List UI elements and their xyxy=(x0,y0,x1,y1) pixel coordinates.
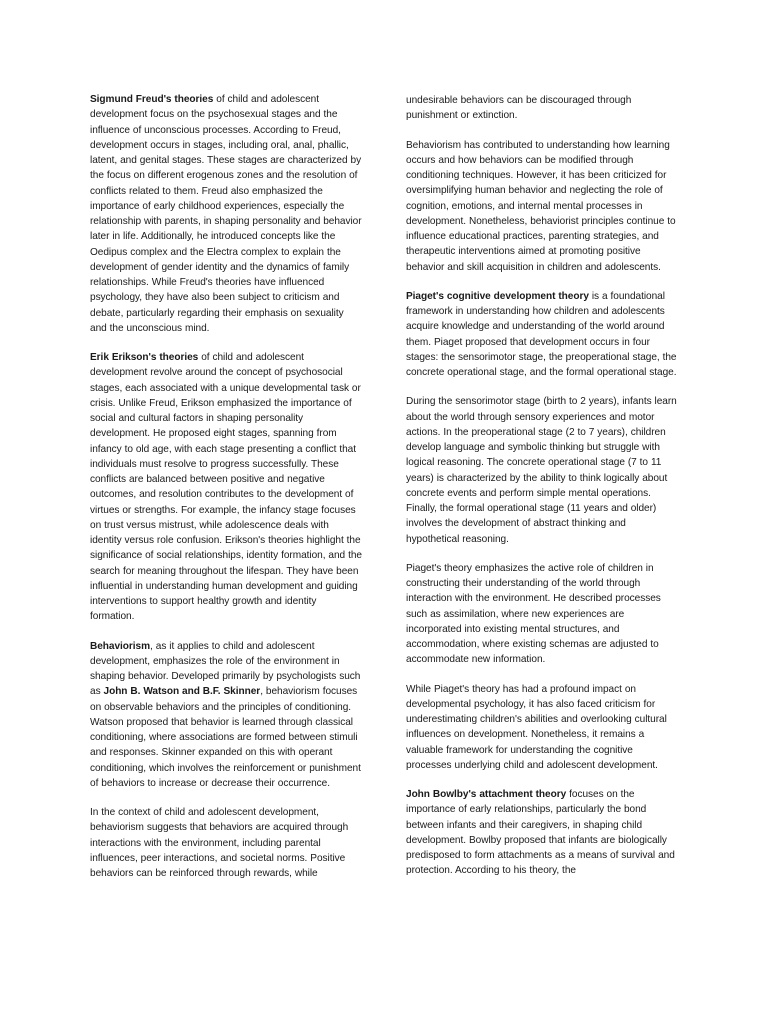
bold-term: Behaviorism xyxy=(90,640,151,652)
text-segment: While Piaget's theory has had a profound impact on developmental psychology, it has also faced criticism for underestimating children's abilities and overlooking cultural influences on development. Nonetheless, it remains a valuable framework for understanding the cognitive processes underlying child and adolescent development. xyxy=(406,683,667,771)
paragraph xyxy=(406,93,678,124)
paragraph xyxy=(90,92,362,336)
text-segment: Behaviorism has contributed to understanding how learning occurs and how behaviors can be modified through conditioning techniques. However, it has been criticized for oversimplifying human behavior and neglecting the role of cognition, emotions, and internal mental processes in development. Nonetheless, behaviorist principles continue to influence educational practices, parenting strategies, and therapeutic interventions aimed at promoting positive behavior and skill acquisition in children and adolescents. xyxy=(406,139,676,273)
left-column xyxy=(90,92,362,895)
text-segment: Piaget's theory emphasizes the active role of children in constructing their understanding of the world through interaction with the environment. He described processes such as assimilation, where new experiences are incorporated into existing mental structures, and accommodation, where existing schemas are adjusted to accommodate new information. xyxy=(406,562,661,666)
paragraph xyxy=(90,805,362,881)
paragraph xyxy=(406,787,678,879)
paragraph xyxy=(406,289,678,381)
text-segment: During the sensorimotor stage (birth to 2 years), infants learn about the world through sensory experiences and motor actions. In the preoperational stage (2 to 7 years), children develop language and symbolic thinking but struggle with logical reasoning. The concrete operational stage (7 to 11 years) is characterized by the ability to think logically about concrete events and perform simple mental operations. Finally, the formal operational stage (11 years and older) involves the development of abstract thinking and hypothetical reasoning. xyxy=(406,396,677,545)
text-segment: , as it applies to child and adolescent development, emphasizes the role of the environment in shaping behavior. Developed primarily by psychologists such as xyxy=(90,640,361,698)
paragraph xyxy=(406,394,678,547)
text-segment: of child and adolescent development revolve around the concept of psychosocial stages, each associated with a unique developmental task or crisis. Unlike Freud, Erikson emphasized the importance of social and cultural factors in shaping personality development. He proposed eight stages, spanning from infancy to old age, with each stage presenting a conflict that individuals must resolve to progress successfully. These conflicts are balanced between positive and negative outcomes, and resolution contributes to the development of virtues or strengths. For example, the infancy stage focuses on trust versus mistrust, while adolescence deals with identity versus role confusion. Erikson's theories highlight the significance of social relationships, identity formation, and the search for meaning throughout the lifespan. They have been influential in understanding human development and guiding interventions to support healthy growth and identity formation. xyxy=(90,352,362,623)
bold-term: John B. Watson and B.F. Skinner xyxy=(103,686,261,698)
text-segment: of child and adolescent development focus on the psychosexual stages and the influence of unconscious processes. According to Freud, development occurs in stages, including oral, anal, phallic, latent, and genital stages. These stages are characterized by the focus on different erogenous zones and the resolution of conflicts related to them. Freud also emphasized the importance of early childhood experiences, especially the relationship with parents, in shaping personality and behavior later in life. Additionally, he introduced concepts like the Oedipus complex and the Electra complex to explain the development of gender identity and the dynamics of family relationships. While Freud's theories have influenced psychology, they have also been subject to criticism and debate, particularly regarding their emphasis on sexuality and the unconscious mind. xyxy=(90,94,362,334)
text-segment: , behaviorism focuses on observable behaviors and the principles of conditioning. Watson proposed that behavior is learned through classical conditioning, where associations are formed between stimuli and responses. Skinner expanded on this with operant conditioning, which involves the reinforcement or punishment of behaviors to increase or decrease their occurrence. xyxy=(90,686,361,789)
text-segment: focuses on the importance of early relationships, particularly the bond between infants and their caregivers, in shaping child development. Bowlby proposed that infants are biologically predisposed to form attachments as a means of survival and protection. According to his theory, the xyxy=(406,789,675,877)
bold-term: Erik Erikson's theories xyxy=(90,352,199,363)
text-segment: is a foundational framework in understanding how children and adolescents acquire knowledge and understanding of the world around them. Piaget proposed that development occurs in four stages: the sensorimotor stage, the preoperational stage, the concrete operational stage, and the formal operational stage. xyxy=(406,290,677,378)
paragraph xyxy=(406,561,678,668)
right-column xyxy=(406,93,678,893)
bold-term: John Bowlby's attachment theory xyxy=(406,789,567,800)
text-segment: undesirable behaviors can be discouraged through punishment or extinction. xyxy=(406,95,632,122)
paragraph xyxy=(406,682,678,774)
paragraph xyxy=(90,639,362,792)
bold-term: Piaget's cognitive development theory xyxy=(406,290,589,302)
bold-term: Sigmund Freud's theories xyxy=(90,94,214,105)
paragraph xyxy=(90,350,362,625)
paragraph xyxy=(406,138,678,275)
text-segment: In the context of child and adolescent development, behaviorism suggests that behaviors are acquired through interactions with the environment, including parental influences, peer interactions, and societal norms. Positive behaviors can be reinforced through rewards, while xyxy=(90,807,349,879)
